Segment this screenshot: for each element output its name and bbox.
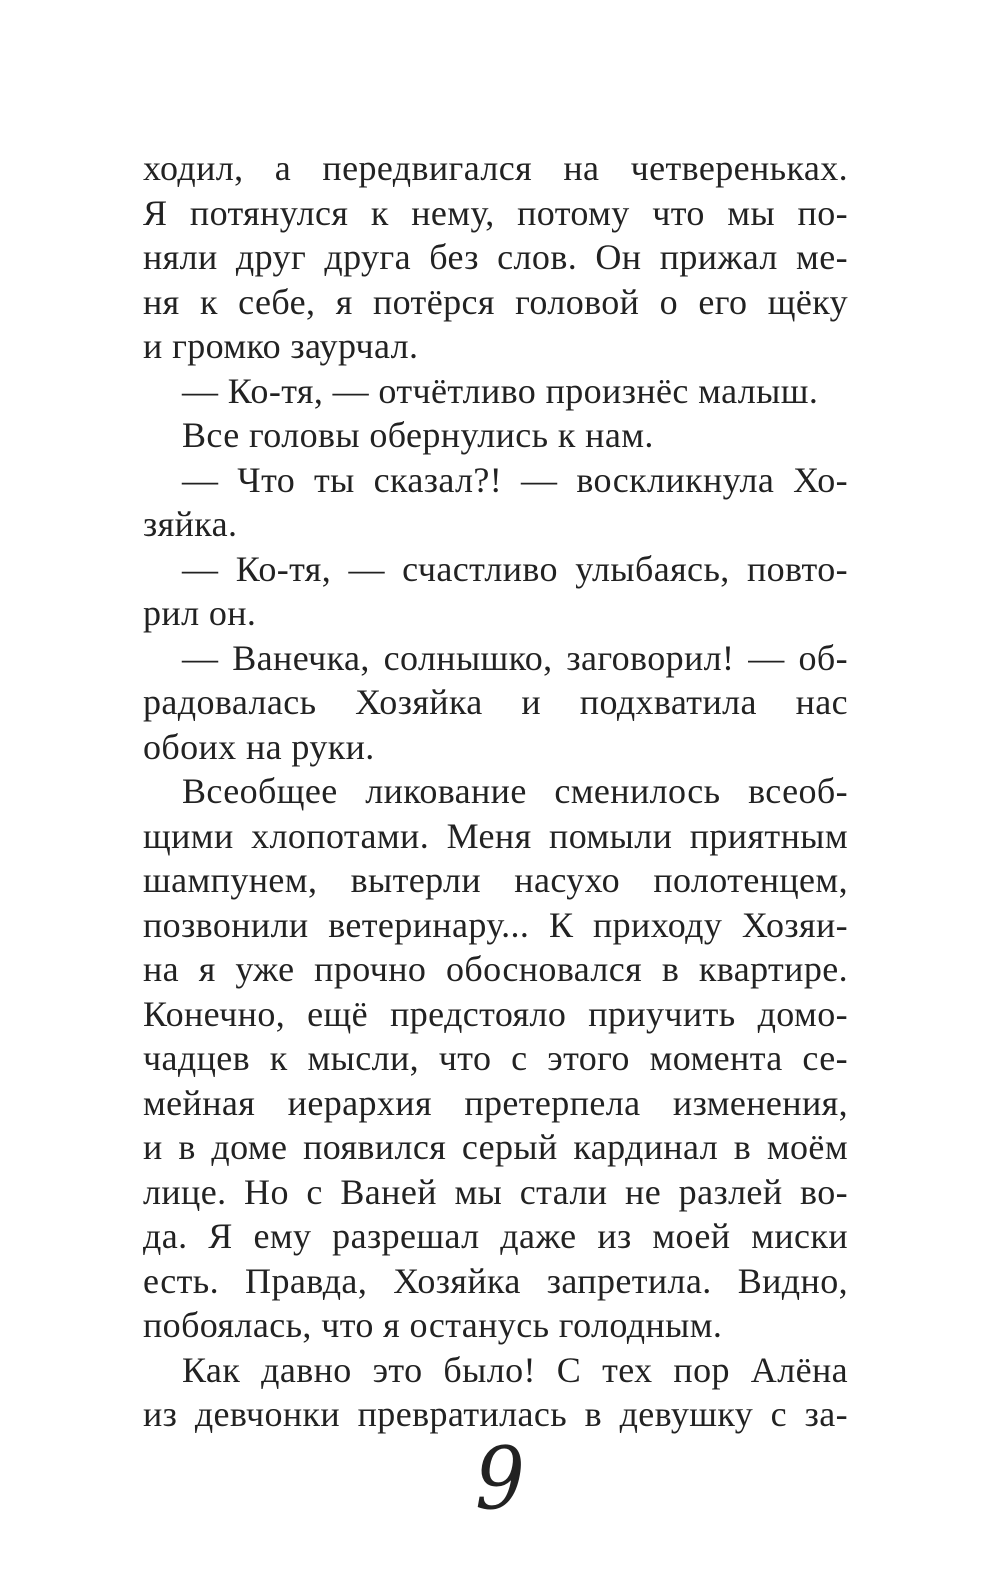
text-line: зяйка. (143, 504, 238, 544)
text-line: няли друг друга без слов. Он прижал ме- (143, 237, 848, 277)
text-line: щими хлопотами. Меня помыли приятным (143, 815, 848, 856)
body-text (143, 146, 848, 1437)
text-line: и громко заурчал. (143, 326, 419, 366)
text-line: есть. Правда, Хозяйка запретила. Видно, (143, 1260, 848, 1301)
text-line: шампунем, вытерли насухо полотенцем, (143, 860, 848, 900)
text-line: — Ванечка, солнышко, заговорил! — об- (182, 637, 848, 678)
text-line: Как давно это было! С тех пор Алёна (182, 1349, 848, 1390)
text-line: чадцев к мысли, что с этого момента се- (143, 1038, 848, 1078)
text-line: Всеобщее ликование сменилось всеоб- (182, 771, 848, 811)
text-line: — Что ты сказал?! — воскликнула Хо- (182, 459, 848, 500)
text-line: позвонили ветеринару... К приходу Хозяи- (143, 904, 848, 945)
text-line: и в доме появился серый кардинал в моём (143, 1127, 848, 1167)
text-line: да. Я ему разрешал даже из моей миски (143, 1216, 848, 1256)
text-line: — Ко-тя, — отчётливо произнёс малыш. (182, 370, 819, 411)
text-line: — Ко-тя, — счастливо улыбаясь, повто- (182, 548, 848, 589)
text-line: ходил, а передвигался на четвереньках. (143, 148, 848, 188)
text-line: Все головы обернулись к нам. (182, 415, 654, 455)
text-line: на я уже прочно обосновался в квартире. (143, 949, 848, 989)
text-line: ня к себе, я потёрся головой о его щёку (143, 281, 848, 322)
text-line: побоялась, что я останусь голодным. (143, 1305, 723, 1345)
text-line: рил он. (143, 593, 257, 633)
text-line: радовалась Хозяйка и подхватила нас (143, 682, 848, 722)
text-line: лице. Но с Ваней мы стали не разлей во- (143, 1171, 848, 1212)
page-number: 9 (475, 1430, 525, 1530)
text-line: Конечно, ещё предстояло приучить домо- (143, 993, 848, 1034)
text-line: мейная иерархия претерпела изменения, (143, 1082, 848, 1123)
text-line: обоих на руки. (143, 726, 375, 767)
text-line: из девчонки превратилась в девушку с за- (143, 1394, 848, 1434)
text-line: Я потянулся к нему, потому что мы по- (143, 192, 848, 233)
